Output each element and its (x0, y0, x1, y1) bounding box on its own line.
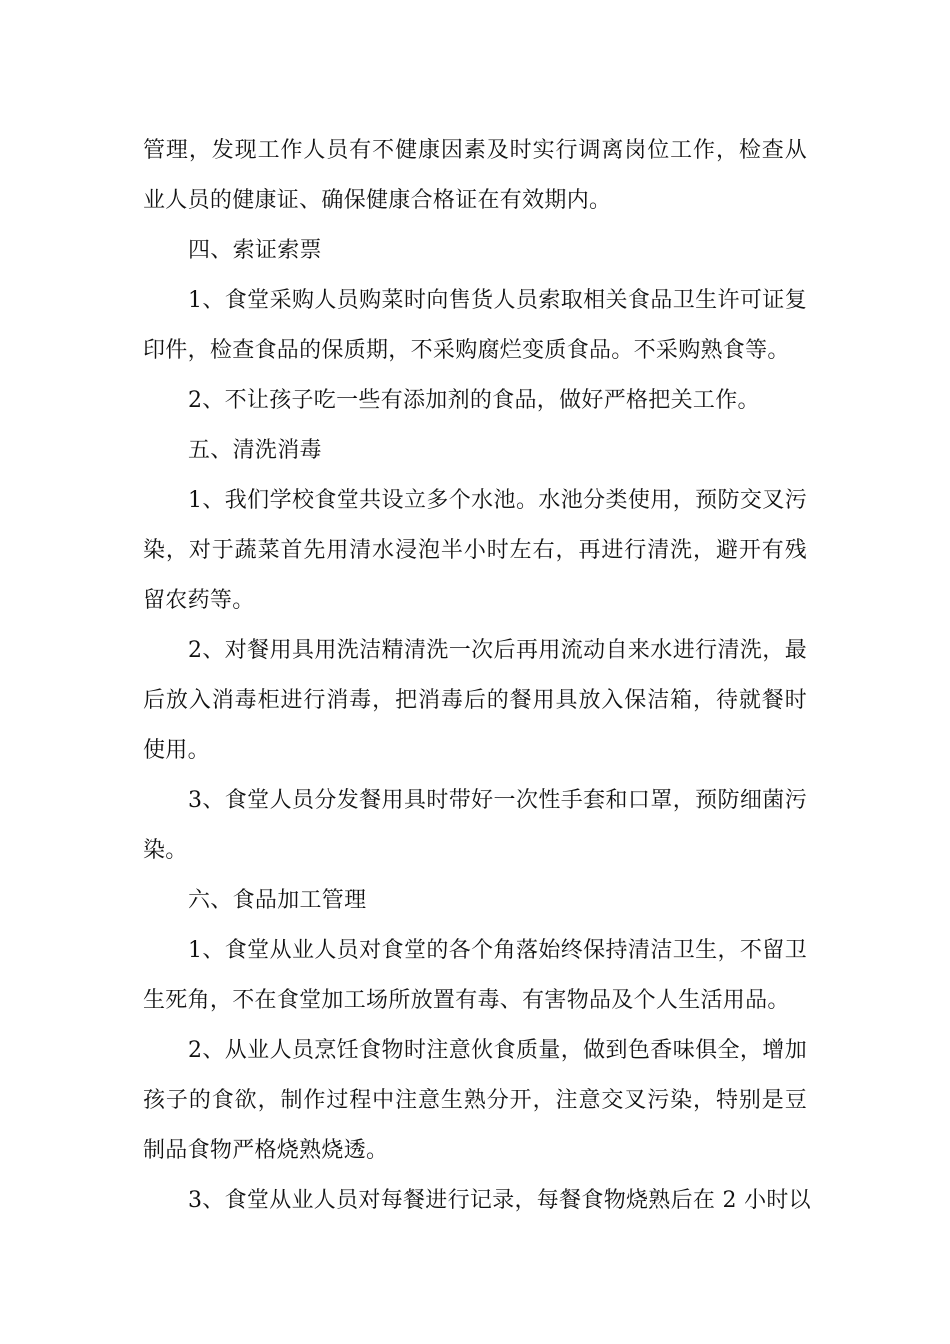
text-line: 五、清洗消毒 (188, 438, 322, 463)
text-line: 后放入消毒柜进行消毒，把消毒后的餐用具放入保洁箱，待就餐时 (143, 688, 807, 713)
document-body (143, 126, 811, 1226)
text-line: 1、食堂采购人员购菜时向售货人员索取相关食品卫生许可证复 (188, 288, 807, 313)
text-line: 制品食物严格烧熟烧透。 (143, 1138, 389, 1163)
text-line: 留农药等。 (143, 588, 255, 613)
text-line: 3、食堂从业人员对每餐进行记录，每餐食物烧熟后在 2 小时以 (188, 1188, 811, 1213)
text-line: 1、食堂从业人员对食堂的各个角落始终保持清洁卫生，不留卫 (188, 938, 807, 963)
text-line: 管理，发现工作人员有不健康因素及时实行调离岗位工作，检查从 (143, 138, 807, 163)
text-line: 使用。 (143, 738, 210, 763)
text-line: 孩子的食欲，制作过程中注意生熟分开，注意交叉污染，特别是豆 (143, 1088, 807, 1113)
text-line: 六、食品加工管理 (188, 888, 367, 913)
text-line: 生死角，不在食堂加工场所放置有毒、有害物品及个人生活用品。 (143, 988, 790, 1013)
text-line: 染，对于蔬菜首先用清水浸泡半小时左右，再进行清洗，避开有残 (143, 538, 807, 563)
text-line: 2、不让孩子吃一些有添加剂的食品，做好严格把关工作。 (188, 388, 760, 413)
text-line: 2、对餐用具用洗洁精清洗一次后再用流动自来水进行清洗，最 (188, 638, 807, 663)
text-line: 印件，检查食品的保质期，不采购腐烂变质食品。不采购熟食等。 (143, 338, 790, 363)
text-line: 四、索证索票 (188, 238, 322, 263)
text-line: 业人员的健康证、确保健康合格证在有效期内。 (143, 188, 612, 213)
text-line: 2、从业人员烹饪食物时注意伙食质量，做到色香味俱全，增加 (188, 1038, 807, 1063)
text-line: 3、食堂人员分发餐用具时带好一次性手套和口罩，预防细菌污 (188, 788, 807, 813)
text-line: 染。 (143, 838, 188, 863)
text-line: 1、我们学校食堂共设立多个水池。水池分类使用，预防交叉污 (188, 488, 807, 513)
